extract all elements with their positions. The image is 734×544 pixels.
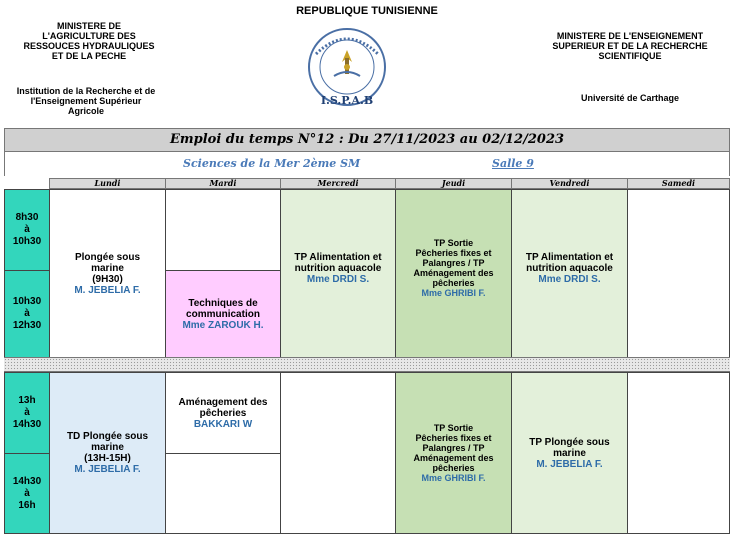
day-header-mercredi: Mercredi (280, 178, 396, 189)
subheader-row (4, 152, 730, 176)
teacher-name: Mme ZAROUK H. (182, 319, 264, 331)
teacher-name: Mme DRDI S. (538, 274, 601, 285)
day-header-samedi: Samedi (627, 178, 730, 189)
session-monday-morning[interactable]: Plongée sous marine (9H30) M. JEBELIA F. (49, 189, 166, 358)
session-friday-morning[interactable]: TP Alimentation et nutrition aquacole Mme DRDI S. (511, 189, 628, 358)
session-saturday-afternoon-empty[interactable] (627, 372, 730, 534)
session-monday-afternoon[interactable]: TD Plongée sous marine (13H-15H) M. JEBELIA F. (49, 372, 166, 534)
session-tuesday-slot2[interactable]: Techniques de communication Mme ZAROUK H. (165, 270, 281, 358)
session-saturday-morning-empty[interactable] (627, 189, 730, 358)
session-thursday-morning[interactable]: TP Sortie Pêcheries fixes et Palangres / TP Aménagement des pêcheries Mme GHRIBI F. (395, 189, 512, 358)
session-thursday-afternoon[interactable]: TP Sortie Pêcheries fixes et Palangres / TP Aménagement des pêcheries Mme GHRIBI F. (395, 372, 512, 534)
day-header-vendredi: Vendredi (511, 178, 628, 189)
session-tuesday-afternoon-slot2-empty[interactable] (165, 453, 281, 534)
time-slot-3: 13h à 14h30 (4, 372, 50, 454)
logo-text: I.S.P.A.B (320, 94, 374, 107)
teacher-name: BAKKARI W (193, 418, 253, 430)
teacher-name: Mme DRDI S. (306, 274, 370, 285)
room-label: Salle 9 (492, 157, 534, 170)
teacher-name: M. JEBELIA F. (74, 284, 141, 296)
teacher-name: M. JEBELIA F. (74, 464, 141, 475)
day-header-lundi: Lundi (49, 178, 166, 189)
time-slot-2: 10h30 à 12h30 (4, 270, 50, 358)
left-institution: Institution de la Recherche et de l'Enseignement Supérieur Agricole (16, 86, 156, 116)
day-header-mardi: Mardi (165, 178, 281, 189)
teacher-name: Mme GHRIBI F. (421, 473, 486, 483)
day-header-jeudi: Jeudi (395, 178, 512, 189)
time-slot-4: 14h30 à 16h (4, 453, 50, 534)
right-ministry: MINISTERE DE L'ENSEIGNEMENT SUPERIEUR ET DE LA RECHERCHE SCIENTIFIQUE (552, 31, 708, 61)
ispab-logo (304, 24, 390, 114)
session-wednesday-afternoon-empty[interactable] (280, 372, 396, 534)
republic-heading: REPUBLIQUE TUNISIENNE (296, 5, 438, 17)
session-tuesday-slot1-empty[interactable] (165, 189, 281, 271)
left-ministry: MINISTERE DE L'AGRICULTURE DES RESSOUCES HYDRAULIQUES ET DE LA PECHE (23, 21, 155, 61)
teacher-name: M. JEBELIA F. (536, 458, 603, 470)
teacher-name: Mme GHRIBI F. (421, 288, 486, 298)
session-wednesday-morning[interactable]: TP Alimentation et nutrition aquacole Mme DRDI S. (280, 189, 396, 358)
class-name: Sciences de la Mer 2ème SM (183, 157, 361, 170)
session-tuesday-afternoon-slot1[interactable]: Aménagement des pêcheries BAKKARI W (165, 372, 281, 454)
time-slot-1: 8h30 à 10h30 (4, 189, 50, 271)
lunch-separator (4, 357, 730, 372)
right-university: Université de Carthage (580, 93, 680, 103)
schedule-title: Emploi du temps N°12 : Du 27/11/2023 au 02/12/2023 (4, 128, 730, 152)
session-friday-afternoon[interactable]: TP Plongée sous marine M. JEBELIA F. (511, 372, 628, 534)
